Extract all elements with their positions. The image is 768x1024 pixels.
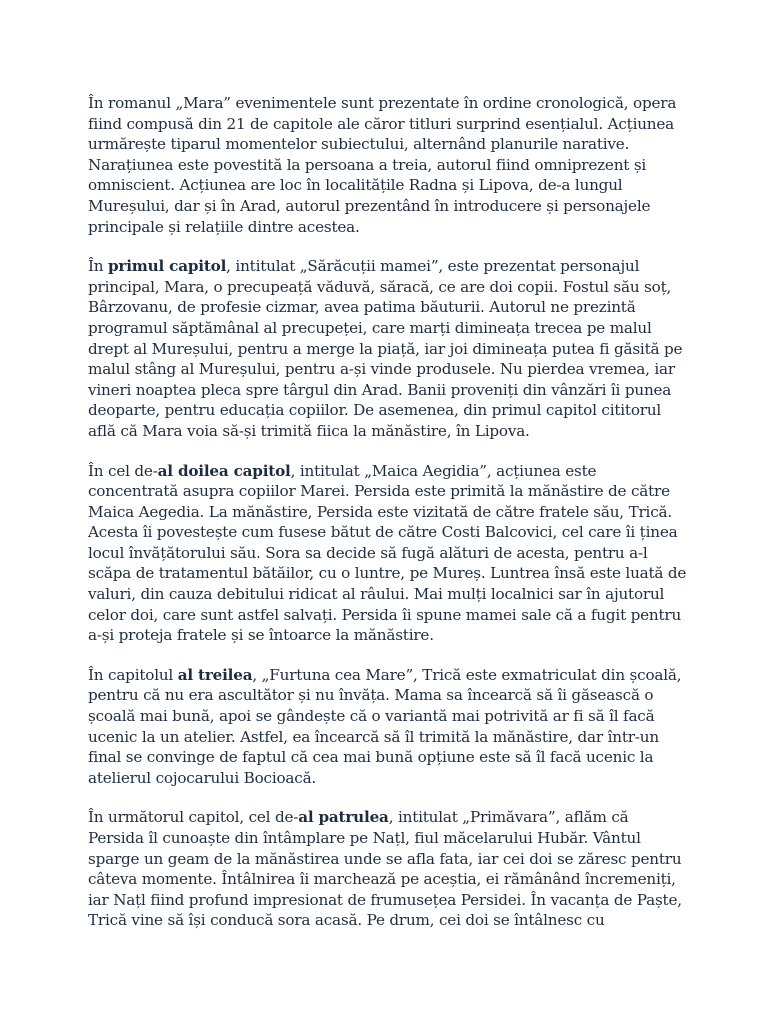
paragraph-text: În romanul „Mara” evenimentele sunt prezentate în ordine cronologică, opera fiind compusă din 21 de capitole ale căror titluri surprind esențialul. Acțiunea urmărește tiparul momentelor subiectului, alternând planurile narative. Narațiunea este povestită la persoana a treia, autorul fiind omniprezent și omniscient. Acțiunea are loc în localitățile Radna și Lipova, de-a lungul Mureșului, dar și în Arad, autorul prezentând în introducere și personajele principale și relațiile dintre acestea. <box>88 94 677 236</box>
paragraph-chapter-1 <box>88 256 688 441</box>
paragraph-text: În <box>88 257 109 276</box>
paragraph-chapter-2 <box>88 461 688 646</box>
paragraph-text: În cel de- <box>88 461 158 480</box>
paragraph-chapter-3 <box>88 665 688 789</box>
paragraph-text: În capitolul <box>88 665 178 684</box>
paragraph-text: , intitulat „Maica Aegidia”, acțiunea este concentrată asupra copiilor Marei. Persida este primită la mănăstire de către Maica Aegedia. La mănăstire, Persida este vizitată de către fratele său, Trică. Acesta îi povestește cum fusese bătut de către Costi Balcovici, cel care îi ținea locul învățătorului său. Sora sa decide să fugă alături de acesta, pentru a-l scăpa de tratamentul bătăilor, cu o luntre, pe Mureș. Luntrea însă este luată de valuri, din cauza debitului ridicat al râului. Mai mulți localnici sar în ajutorul celor doi, care sunt astfel salvați. Persida îi spune mamei sale că a fugit pentru a-și proteja fratele și se întoarce la mănăstire. <box>88 461 687 645</box>
paragraph-text: , intitulat „Sărăcuții mamei”, este prezentat personajul principal, Mara, o precupeață văduvă, săracă, ce are doi copii. Fostul său soț, Bârzovanu, de profesie cizmar, avea patima băuturii. Autorul ne prezintă programul săptămânal al precupeței, care marți dimineața trecea pe malul drept al Mureșului, pentru a merge la piață, iar joi dimineața putea fi găsită pe malul stâng al Mureșului, pentru a-și vinde produsele. Nu pierdea vremea, iar vineri noaptea pleca spre târgul din Arad. Banii proveniți din vânzări îi punea deoparte, pentru educația copiilor. De asemenea, din primul capitol cititorul află că Mara voia să-și trimită fiica la mănăstire, în Lipova. <box>88 257 683 440</box>
paragraph-chapter-4 <box>88 807 688 931</box>
paragraph-text: , „Furtuna cea Mare”, Trică este exmatriculat din școală, pentru că nu era ascultător și nu învăța. Mama sa încearcă să îi găsească o școală mai bună, apoi se gândește că o variantă mai potrivită ar fi să îl facă ucenic la un atelier. Astfel, ea încearcă să îl trimită la mănăstire, dar într-un final se convinge de faptul că cea mai bună opțiune este să îl facă ucenic la atelierul cojocarului Bocioacă. <box>88 665 682 787</box>
chapter-heading-inline: al doilea capitol <box>157 461 291 480</box>
paragraph-text: , intitulat „Primăvara”, aflăm că Persida îl cunoaște din întâmplare pe Națl, fiul măcelarului Hubăr. Vântul sparge un geam de la mănăstirea unde se afla fata, iar cei doi se zăresc pentru câteva momente. Întâlnirea îi marchează pe aceștia, ei rămânând încremeniți, iar Națl fiind profund impresionat de frumusețea Persidei. În vacanța de Paște, Trică vine să își conducă sora acasă. Pe drum, cei doi se întâlnesc cu <box>88 808 682 930</box>
chapter-heading-inline: al treilea <box>177 665 253 684</box>
paragraph-text: În următorul capitol, cel de- <box>88 808 299 827</box>
document-page <box>88 93 688 931</box>
chapter-heading-inline: al patrulea <box>298 808 389 827</box>
paragraph-intro <box>88 93 688 237</box>
chapter-heading-inline: primul capitol <box>108 257 227 276</box>
